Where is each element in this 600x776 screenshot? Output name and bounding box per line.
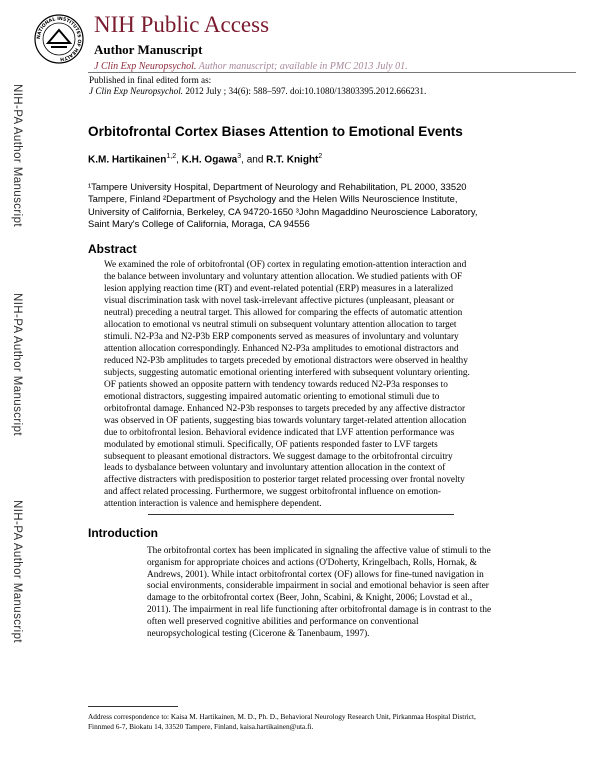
abstract-line: orbitofrontal damage. Enhanced N2-P3b responses to targets preceded by any affective distractor (104, 403, 466, 414)
introduction-line: organism for appropriate choices and actions (O'Doherty, Kringelbach, Rolls, Hornak, & (147, 557, 477, 568)
abstract-line: allocation to emotional vs neutral stimuli on subsequent voluntary attention allocation to target (104, 319, 457, 330)
abstract-line: attention allocation correspondingly. Enhanced N2-P3a amplitudes to emotional distractors and (104, 343, 459, 354)
correspondence-footnote (88, 712, 476, 732)
abstract-line: emotional distractors, suggesting impaired automatic orienting to emotional stimuli due to (104, 391, 440, 402)
introduction-heading: Introduction (88, 526, 158, 540)
availability-line (94, 61, 408, 72)
author-name: R.T. Knight (266, 154, 319, 166)
author-affiliation-marker: 3 (237, 153, 242, 160)
abstract-line: modulated by emotional stimuli. Specifically, OF patients responded faster to LVF targets (104, 439, 438, 450)
header-divider (88, 72, 576, 73)
availability-journal: J Clin Exp Neuropsychol. (94, 61, 197, 72)
author-name: K.H. Ogawa (181, 154, 238, 166)
abstract-line: reduced N2-P3b amplitudes to targets preceded by emotional distractors were observed in healthy (104, 355, 468, 366)
introduction-line: 2011). The impairment in real life functioning after orbitofrontal damage is in contrast to the (147, 604, 492, 615)
footnote-line: Address correspondence to: Kaisa M. Hartikainen, M. D., Ph. D., Behavioral Neurology Research Unit, Pirkanmaa Hospital District, (88, 712, 476, 721)
author-separator: , and (241, 154, 267, 166)
nih-seal-logo (34, 14, 84, 64)
introduction-line: The orbitofrontal cortex has been implicated in signaling the affective value of stimuli to the (147, 546, 491, 556)
citation-line (89, 86, 426, 96)
article-title: Orbitofrontal Cortex Biases Attention to Emotional Events (88, 124, 463, 139)
abstract-line: subjects, suggesting automatic emotional orienting interfered with subsequent voluntary orienting. (104, 367, 470, 378)
abstract-line: the balance between involuntary and voluntary attention allocation. We studied patients with OF (104, 271, 463, 282)
abstract-line: lesion applying reaction time (RT) and event-related potential (ERP) measures in a lateralized (104, 283, 453, 294)
nih-public-access-title: NIH Public Access (94, 12, 270, 37)
introduction-line: social environments, considerable impairment in social and emotional behavior is seen after (147, 581, 489, 592)
introduction-body (147, 546, 573, 640)
introduction-line: Andrews, 2001). While intact orbitofrontal cortex (OF) allows for fine-tuned navigation in (147, 569, 484, 580)
affiliation-line: Tampere, Finland ²Department of Psychology and the Helen Wills Neuroscience Institute, (88, 193, 458, 205)
abstract-line: We examined the role of orbitofrontal (OF) cortex in regulating emotion-attention interaction and (104, 260, 467, 270)
footnote-line: Finnmed 6-7, Biokatu 14, 33520 Tampere, Finland, kaisa.hartikainen@uta.fi. (88, 722, 314, 731)
abstract-body (104, 260, 572, 511)
author-list (88, 153, 322, 165)
abstract-line: due to orbitofrontal lesion. Behavioral evidence indicated that LVF attention performance was (104, 427, 455, 438)
abstract-line: neutral) preceding a neutral target. This allowed for comparing the effects of automatic attention (104, 307, 463, 318)
introduction-line: neuropsychological testing (Cicerone & Tanenbaum, 1997). (147, 628, 370, 639)
introduction-line: damage to the orbitofrontal cortex (Beer, John, Scabini, & Knight, 2006; Lovstad et al., (147, 593, 473, 604)
author-name: K.M. Hartikainen (88, 154, 167, 166)
abstract-line: subsequent to pleasant emotional distractors. We suggest damage to the orbitofrontal circuitry (104, 451, 453, 462)
author-manuscript-subtitle: Author Manuscript (94, 42, 203, 57)
abstract-heading: Abstract (88, 242, 137, 256)
citation-details: 2012 July ; 34(6): 588–597. doi:10.1080/13803395.2012.666231. (183, 86, 427, 96)
author-affiliation-marker: 1,2 (166, 153, 177, 160)
abstract-line: attention interaction is valence and hemisphere dependent. (104, 499, 322, 510)
abstract-line: leads to dysbalance between voluntary and involuntary attention allocation in the context of (104, 463, 446, 474)
footnote-divider (88, 706, 178, 707)
affiliations (88, 181, 528, 230)
affiliation-line: ¹Tampere University Hospital, Department of Neurology and Rehabilitation, PL 2000, 33520 (88, 181, 467, 192)
author-affiliation-marker: 2 (318, 153, 323, 160)
section-divider (148, 514, 454, 515)
abstract-line: affective distracters with predisposition to posterior target related processing over frontal novelty (104, 475, 465, 486)
sidebar-watermark-middle: NIH-PA Author Manuscript (11, 293, 23, 436)
affiliation-line: University of California, Berkeley, CA 94720-1650 ³John Magaddino Neuroscience Laboratory, (88, 205, 478, 217)
abstract-line: stimuli. N2-P3a and N2-P3b ERP components served as measures of involuntary and voluntary (104, 331, 459, 342)
abstract-line: and affect related processing. Furthermore, we suggest orbitofrontal influence on emotion- (104, 487, 441, 498)
citation-journal: J Clin Exp Neuropsychol. (89, 86, 184, 96)
author-separator: , (176, 154, 182, 166)
sidebar-watermark-top: NIH-PA Author Manuscript (11, 84, 23, 227)
seal-text: NATIONAL INSTITUTES OF HEALTH (36, 16, 82, 62)
published-line: Published in final edited form as: (89, 75, 212, 85)
abstract-line: was observed in OF patients, suggesting bias towards voluntary target-related attention allocation (104, 415, 467, 426)
abstract-line: visual discrimination task with novel task-irrelevant affective pictures (unpleasant, pleasant or (104, 295, 455, 306)
affiliation-line: Saint Mary's College of California, Moraga, CA 94556 (88, 217, 310, 229)
introduction-line: often well preserved cognitive abilities and performance on conventional (147, 616, 419, 627)
sidebar-watermark-bottom: NIH-PA Author Manuscript (11, 500, 23, 643)
availability-text: Author manuscript; available in PMC 2013 July 01. (196, 61, 408, 72)
abstract-line: OF patients showed an opposite pattern with tendency towards reduced N2-P3a responses to (104, 379, 448, 390)
